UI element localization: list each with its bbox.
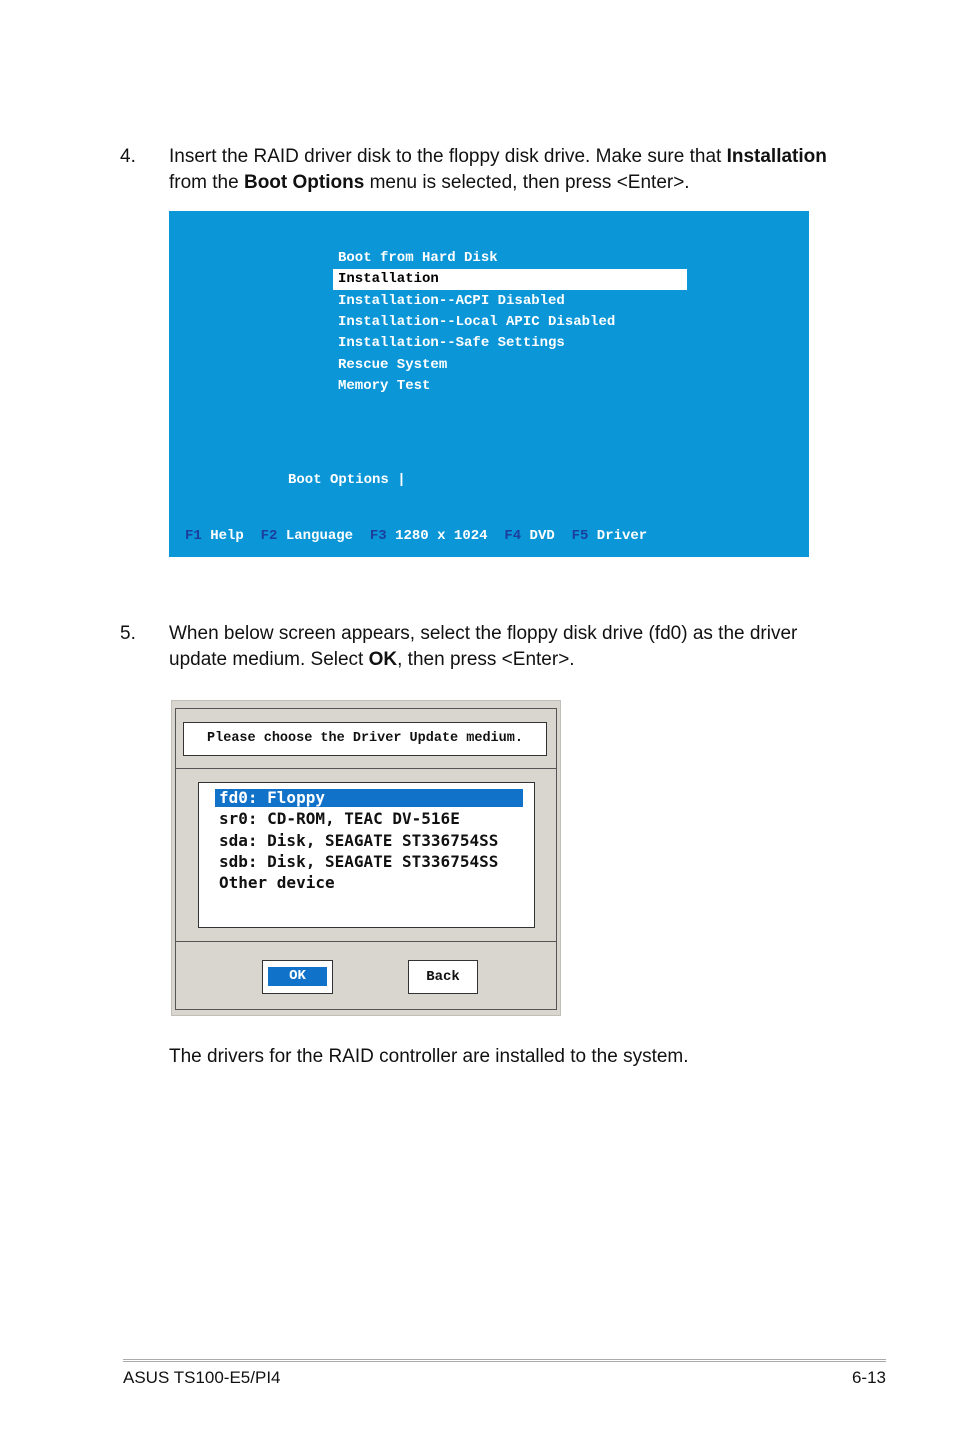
function-key-label: 1280 x 1024 xyxy=(386,528,488,544)
function-key-code: F4 xyxy=(504,528,522,544)
function-key-f5[interactable] xyxy=(572,528,648,544)
function-key-f3[interactable] xyxy=(370,528,488,544)
device-list-item[interactable]: sda: Disk, SEAGATE ST336754SS xyxy=(219,830,499,850)
ok-button-label: OK xyxy=(268,967,327,986)
driver-update-dialog xyxy=(171,700,561,1016)
boot-screen xyxy=(169,211,809,557)
function-key-label: Help xyxy=(201,528,244,544)
function-key-label: Language xyxy=(277,528,354,544)
boot-menu-item[interactable]: Installation--Local APIC Disabled xyxy=(338,313,616,330)
footer-page-number: 6-13 xyxy=(851,1368,886,1387)
function-key-f4[interactable] xyxy=(504,528,554,544)
step-number: 5. xyxy=(120,623,136,644)
step-number: 4. xyxy=(120,146,136,167)
result-text: The drivers for the RAID controller are installed to the system. xyxy=(169,1046,689,1067)
boot-options-label: Boot Options | xyxy=(288,472,406,488)
function-key-bar xyxy=(185,526,647,547)
footer-divider xyxy=(123,1359,886,1362)
function-key-f2[interactable] xyxy=(261,528,353,544)
bold-installation: Installation xyxy=(726,146,827,167)
footer-product: ASUS TS100-E5/PI4 xyxy=(123,1368,281,1387)
boot-menu-item[interactable]: Installation--ACPI Disabled xyxy=(338,292,565,309)
bold-ok: OK xyxy=(368,649,398,670)
step-text: Insert the RAID driver disk to the floppy disk drive. Make sure that Installation from the Boot Options menu is selected, then press <Enter>. xyxy=(169,146,827,193)
function-key-code: F2 xyxy=(260,528,278,544)
boot-menu-item[interactable]: Rescue System xyxy=(338,356,448,373)
device-list[interactable] xyxy=(198,782,535,928)
device-list-item[interactable]: sdb: Disk, SEAGATE ST336754SS xyxy=(219,851,499,871)
device-list-item[interactable]: sr0: CD-ROM, TEAC DV-516E xyxy=(219,809,460,829)
function-key-label: Driver xyxy=(588,528,648,544)
step-text: When below screen appears, select the floppy disk drive (fd0) as the driver update medium. Select OK, then press <Enter>. xyxy=(169,623,798,670)
function-key-code: F1 xyxy=(185,528,202,544)
dialog-frame xyxy=(175,708,557,1010)
back-button[interactable]: Back xyxy=(408,960,478,994)
device-list-item[interactable]: Other device xyxy=(219,873,335,893)
dialog-title: Please choose the Driver Update medium. xyxy=(183,722,547,756)
boot-menu-item[interactable]: Boot from Hard Disk xyxy=(338,250,498,266)
boot-menu-item[interactable]: Installation xyxy=(333,269,687,290)
boot-menu-item[interactable]: Installation--Safe Settings xyxy=(338,335,565,352)
ok-button[interactable] xyxy=(262,960,333,994)
dialog-divider xyxy=(176,768,556,769)
function-key-f1[interactable] xyxy=(185,528,244,544)
boot-menu-item[interactable]: Memory Test xyxy=(338,377,431,394)
function-key-label: DVD xyxy=(521,528,555,544)
bold-boot-options: Boot Options xyxy=(243,172,365,193)
function-key-code: F3 xyxy=(369,528,387,544)
dialog-divider xyxy=(176,941,556,942)
function-key-code: F5 xyxy=(571,528,589,544)
device-list-item[interactable]: fd0: Floppy xyxy=(215,789,523,807)
